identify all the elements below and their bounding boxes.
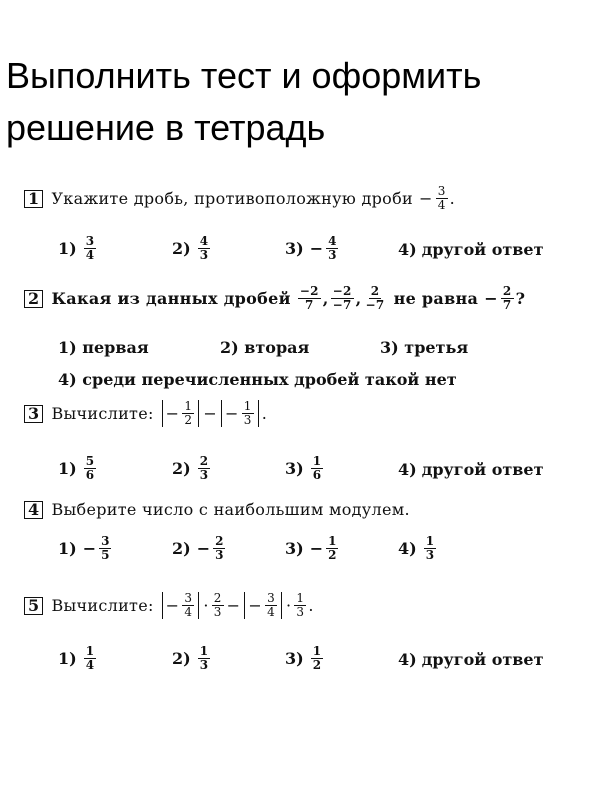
minus-sign: −: [419, 189, 433, 208]
fraction-3: $\frac{2}{-7}$: [365, 284, 385, 312]
fraction-1: $\frac{-2}{7}$: [299, 284, 319, 312]
q2-option-3[interactable]: 3) третья: [380, 338, 469, 357]
q1-option-1[interactable]: 1) $\frac{3}{4}$: [58, 234, 95, 262]
q2-option-4[interactable]: 4) среди перечисленных дробей такой нет: [58, 370, 457, 389]
q3-option-4[interactable]: 4) другой ответ: [398, 460, 544, 479]
question-number: 1: [24, 190, 43, 208]
question-number: 5: [24, 597, 43, 615]
question-3: 3 Вычислите: − $\frac{1}{2}$ − − $\frac{1}{3}$ .: [24, 400, 267, 427]
q2-option-2[interactable]: 2) вторая: [220, 338, 310, 357]
question-1: 1 Укажите дробь, противоположную дроби − $\frac{3}{4}$ .: [24, 185, 455, 212]
question-text: Укажите дробь, противоположную дроби: [51, 189, 413, 208]
question-number: 3: [24, 405, 43, 423]
question-text-2: не равна: [393, 289, 479, 308]
q1-option-2[interactable]: 2) $\frac{4}{3}$: [172, 234, 209, 262]
q2-option-1[interactable]: 1) первая: [58, 338, 149, 357]
abs-expression-1: − $\frac{3}{4}$: [162, 592, 200, 619]
q4-option-4[interactable]: 4) $\frac{1}{3}$: [398, 534, 435, 562]
q4-option-2[interactable]: 2) − $\frac{2}{3}$: [172, 534, 224, 562]
fraction: $\frac{3}{4}$: [437, 184, 446, 212]
q3-option-3[interactable]: 3) $\frac{1}{6}$: [285, 454, 322, 482]
q3-option-2[interactable]: 2) $\frac{2}{3}$: [172, 454, 209, 482]
q3-option-1[interactable]: 1) $\frac{5}{6}$: [58, 454, 95, 482]
abs-expression-1: − $\frac{1}{2}$: [162, 400, 200, 427]
q4-option-3[interactable]: 3) − $\frac{1}{2}$: [285, 534, 337, 562]
question-text: Вычислите:: [51, 596, 154, 615]
question-number: 4: [24, 501, 43, 519]
question-text: Выберите число с наибольшим модулем.: [51, 500, 410, 519]
q5-option-1[interactable]: 1) $\frac{1}{4}$: [58, 644, 95, 672]
question-4: [24, 500, 410, 519]
q5-option-4[interactable]: 4) другой ответ: [398, 650, 544, 669]
question-2: 2 Какая из данных дробей $\frac{-2}{7}$ , $\frac{-2}{-7}$ , $\frac{2}{-7}$ не равна − $\frac{2}{7}$ ?: [24, 285, 525, 312]
q5-option-3[interactable]: 3) $\frac{1}{2}$: [285, 644, 322, 672]
question-5: 5 Вычислите: − $\frac{3}{4}$ · $\frac{2}{3}$ − − $\frac{3}{4}$ · $\frac{1}{3}$ .: [24, 592, 314, 619]
abs-expression-2: − $\frac{1}{3}$: [221, 400, 259, 427]
question-text: Вычислите:: [51, 404, 154, 423]
q1-option-3[interactable]: 3) − $\frac{4}{3}$: [285, 234, 337, 262]
question-number: 2: [24, 290, 43, 308]
page-title: Выполнить тест и оформить решение в тетрадь: [6, 55, 482, 149]
q4-option-1[interactable]: 1) − $\frac{3}{5}$: [58, 534, 110, 562]
question-text: Какая из данных дробей: [51, 289, 291, 308]
abs-expression-2: − $\frac{3}{4}$: [244, 592, 282, 619]
q1-option-4[interactable]: 4) другой ответ: [398, 240, 544, 259]
fraction-2: $\frac{-2}{-7}$: [332, 284, 352, 312]
target-fraction: $\frac{2}{7}$: [502, 284, 512, 312]
q5-option-2[interactable]: 2) $\frac{1}{3}$: [172, 644, 209, 672]
